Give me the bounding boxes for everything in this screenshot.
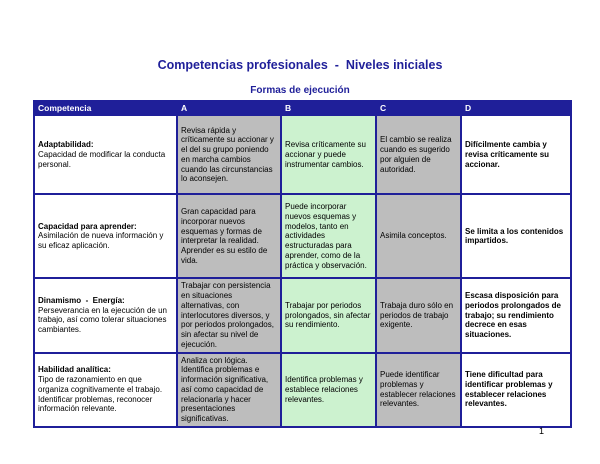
- competencias-table: [33, 100, 572, 428]
- competencia-description: Perseverancia en la ejecución de un trabajo, así como tolerar situaciones cambiantes.: [38, 305, 167, 335]
- competencia-description: Asimilación de nueva información y su eficaz aplicación.: [38, 231, 164, 251]
- level-c-cell: Puede identificar problemas y establecer relaciones relevantes.: [376, 353, 461, 427]
- table-row: [34, 115, 571, 194]
- competencia-name: Habilidad analítica:: [38, 365, 111, 375]
- table-row: [34, 353, 571, 427]
- competencia-description: Capacidad de modificar la conducta personal.: [38, 149, 166, 169]
- page-title: Competencias profesionales - Niveles iniciales: [157, 58, 443, 72]
- header-col-a: A: [177, 101, 281, 115]
- competencia-name: Adaptabilidad:: [38, 140, 94, 150]
- level-b-cell: Identifica problemas y establece relaciones relevantes.: [281, 353, 376, 427]
- header-col-d: D: [461, 101, 571, 115]
- level-a-cell: Revisa rápida y críticamente su accionar y el del su grupo poniendo en marcha cambios cuando las circunstancias lo aconsejen.: [177, 115, 281, 194]
- table-header-row: [34, 101, 571, 115]
- level-b-cell: Puede incorporar nuevos esquemas y modelos, tanto en actividades estructuradas para aprender, como de la práctica y observación.: [281, 194, 376, 278]
- level-c-cell: El cambio se realiza cuando es sugerido por alguien de autoridad.: [376, 115, 461, 194]
- competencia-cell: [34, 278, 177, 352]
- table-row: [34, 194, 571, 278]
- header-col-c: C: [376, 101, 461, 115]
- competencia-name: Dinamismo - Energía:: [38, 295, 125, 305]
- header-competencia: Competencia: [34, 101, 177, 115]
- competencia-cell: [34, 353, 177, 427]
- level-d-cell: Difícilmente cambia y revisa críticamente su accionar.: [461, 115, 571, 194]
- page-subtitle: Formas de ejecución: [250, 85, 350, 96]
- level-b-cell: Trabajar por periodos prolongados, sin afectar su rendimiento.: [281, 278, 376, 352]
- competencia-cell: [34, 115, 177, 194]
- level-b-cell: Revisa críticamente su accionar y puede instrumentar cambios.: [281, 115, 376, 194]
- level-c-cell: Trabaja duro sólo en periodos de trabajo exigente.: [376, 278, 461, 352]
- page-number: 1: [539, 426, 545, 436]
- level-d-cell: Tiene dificultad para identificar problemas y establecer relaciones relevantes.: [461, 353, 571, 427]
- level-a-cell: Analiza con lógica. Identifica problemas e información significativa, así como capacidad de relacionarla y hacer presentaciones significativas.: [177, 353, 281, 427]
- competencia-description: Tipo de razonamiento en que organiza cognitivamente el trabajo. Identificar problemas, reconocer información relevante.: [38, 375, 163, 414]
- level-a-cell: Gran capacidad para incorporar nuevos esquemas y formas de interpretar la realidad. Aprender es su estilo de vida.: [177, 194, 281, 278]
- level-d-cell: Escasa disposición para periodos prolongados de trabajo; su rendimiento decrece en esas situaciones.: [461, 278, 571, 352]
- table-row: [34, 278, 571, 352]
- competencia-name: Capacidad para aprender:: [38, 221, 137, 231]
- header-col-b: B: [281, 101, 376, 115]
- level-d-cell: Se limita a los contenidos impartidos.: [461, 194, 571, 278]
- competencia-cell: [34, 194, 177, 278]
- level-a-cell: Trabajar con persistencia en situaciones alternativas, con interlocutores diversos, y por periodos prolongados, sin afectar su nivel de ejecución.: [177, 278, 281, 352]
- level-c-cell: Asimila conceptos.: [376, 194, 461, 278]
